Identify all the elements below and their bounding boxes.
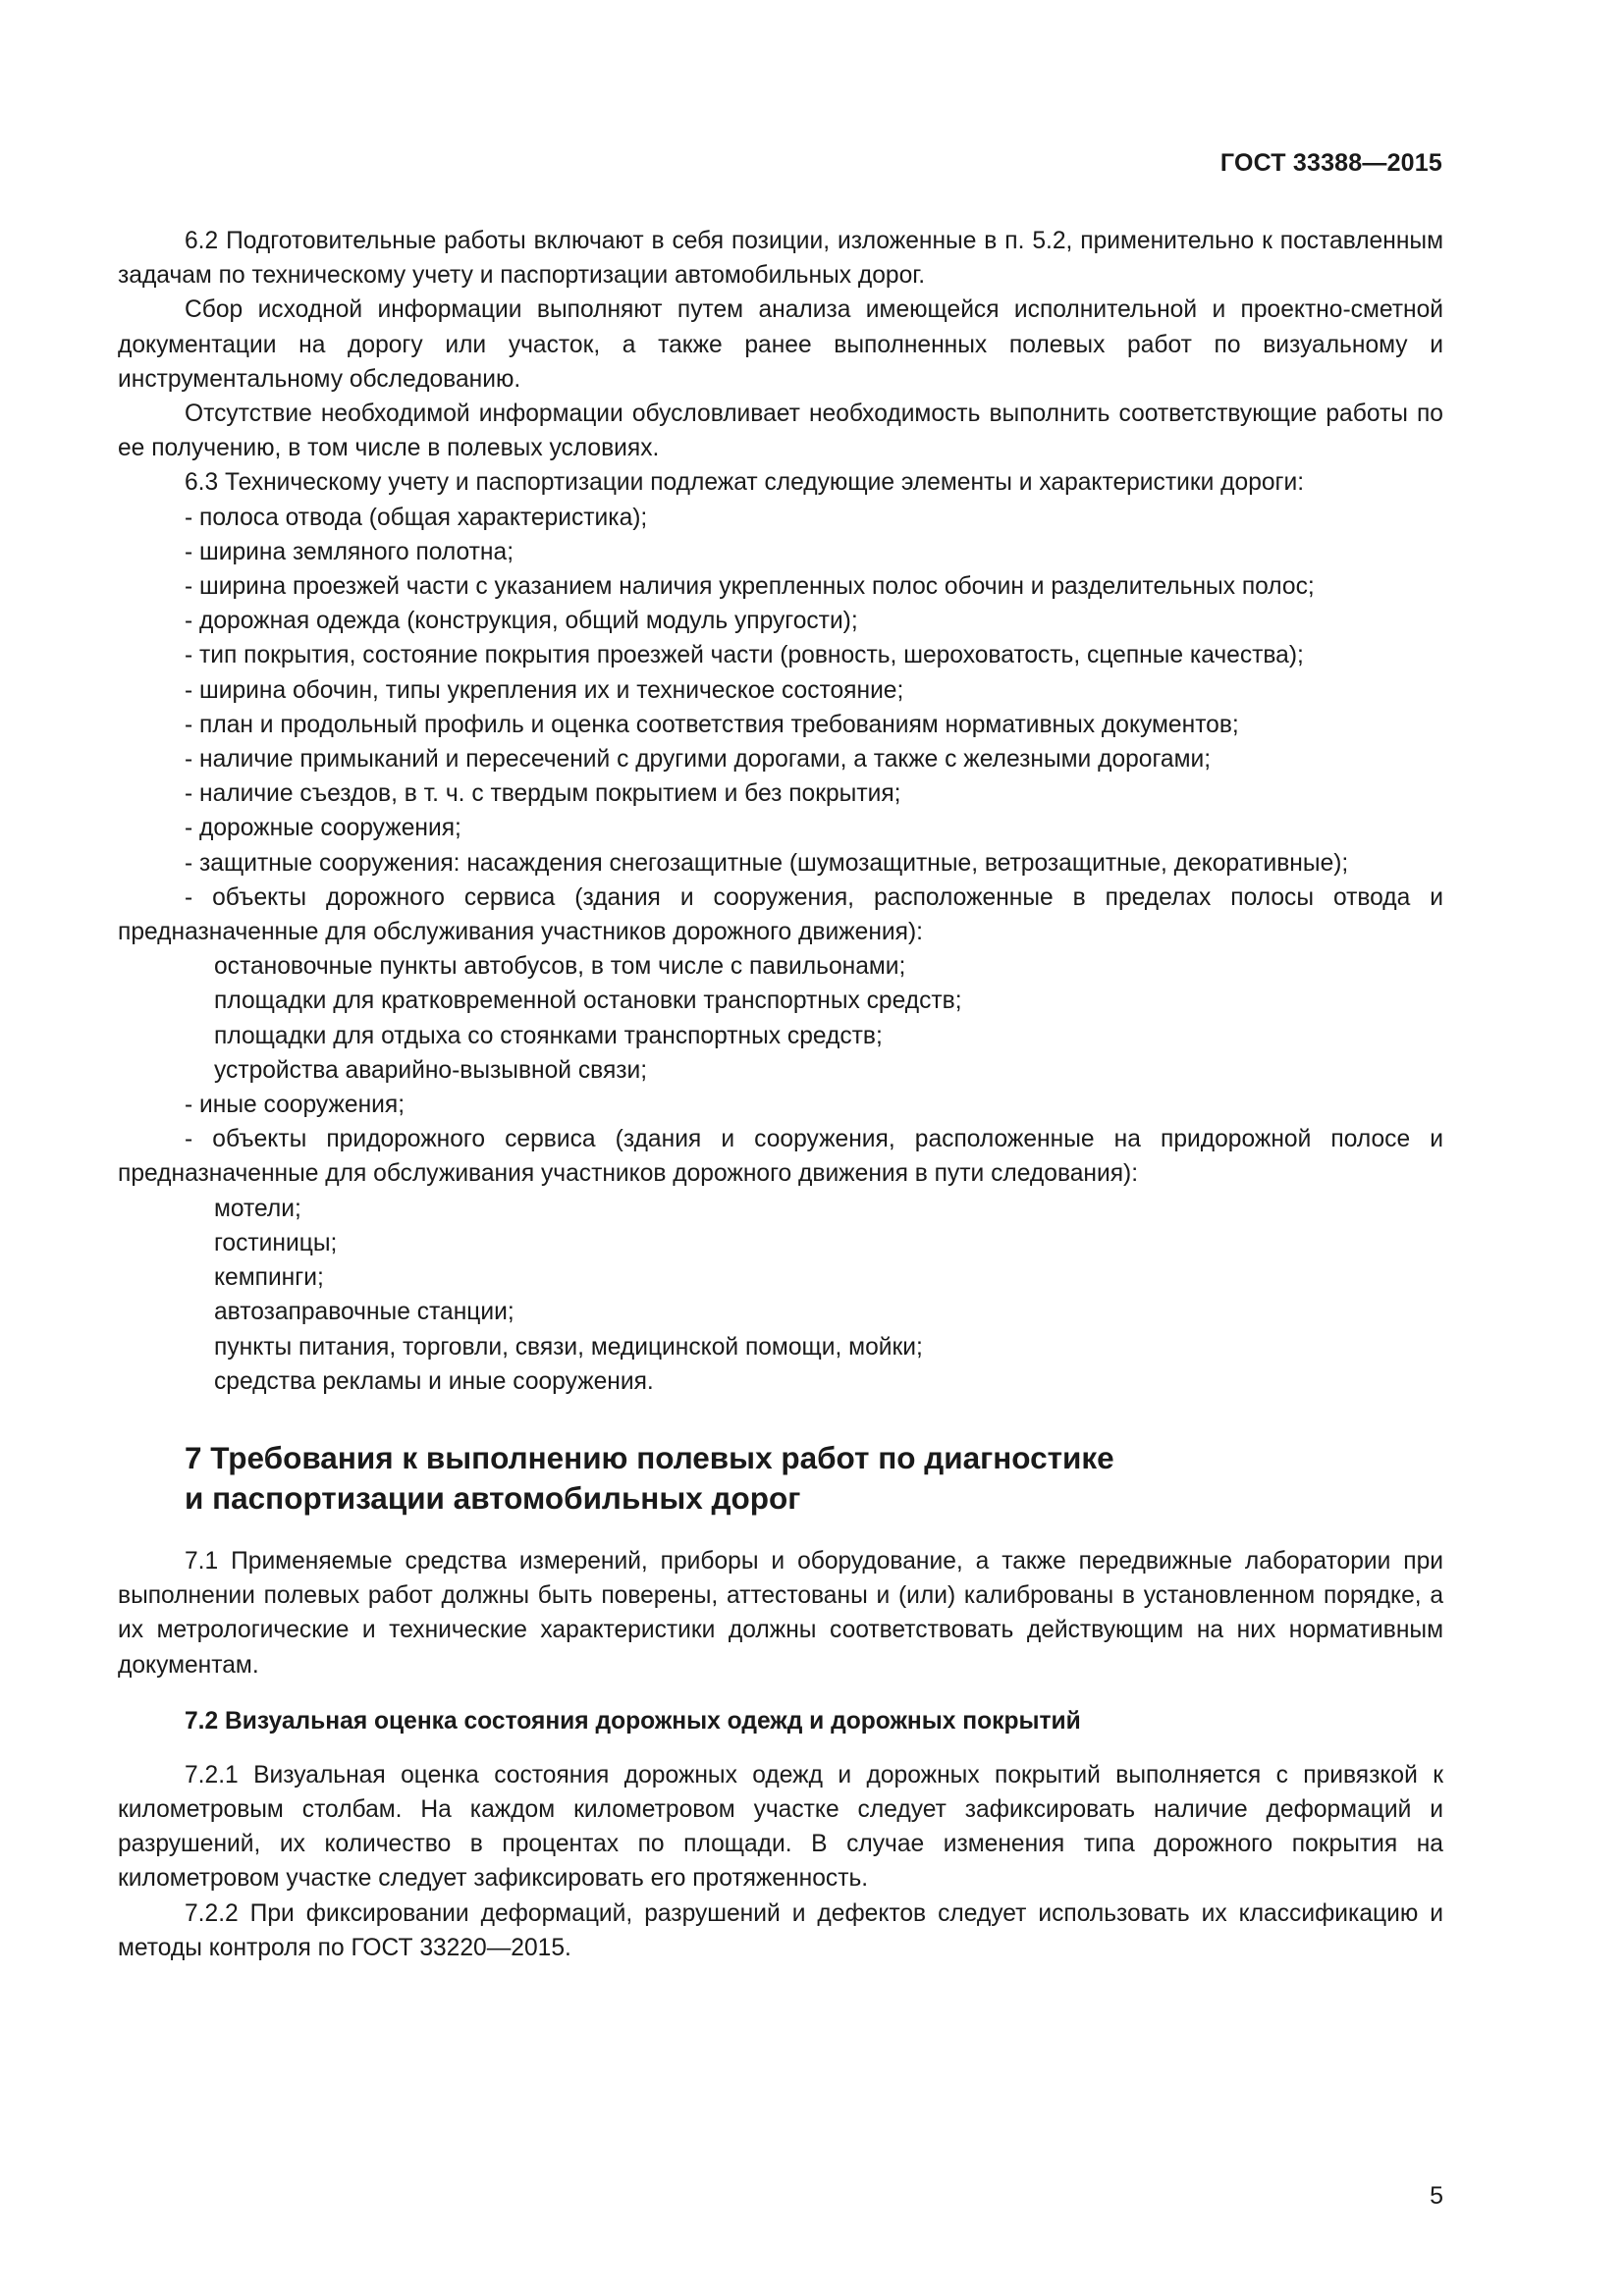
list-item: - объекты придорожного сервиса (здания и сооружения, расположенные на придорожной полосе и предназначенные для обслуживания участников дорожного движения в пути следования): [118, 1126, 1443, 1188]
list-item: - объекты дорожного сервиса (здания и сооружения, расположенные в пределах полосы отвода и предназначенные для обслуживания участников дорожного движения): [118, 883, 1443, 946]
paragraph-absence-info: Отсутствие необходимой информации обусловливает необходимость выполнить соответствующие работы по ее получению, в том числе в полевых условиях. [118, 400, 1443, 462]
list-item: - ширина земляного полотна; [185, 538, 514, 565]
paragraph-7-2-2: 7.2.2 При фиксировании деформаций, разрушений и дефектов следует использовать их классификацию и методы контроля по ГОСТ 33220—2015. [118, 1899, 1443, 1961]
list-item: - план и продольный профиль и оценка соответствия требованиям нормативных документов; [185, 711, 1239, 738]
list-item: - дорожная одежда (конструкция, общий модуль упругости); [185, 608, 858, 635]
list-item: - тип покрытия, состояние покрытия проезжей части (ровность, шероховатость, сцепные качества); [185, 642, 1304, 669]
paragraph-6-3: 6.3 Техническому учету и паспортизации подлежат следующие элементы и характеристики дороги: [185, 469, 1305, 497]
list-item: - ширина обочин, типы укрепления их и техническое состояние; [185, 676, 904, 704]
paragraph-7-2-1: 7.2.1 Визуальная оценка состояния дорожных одежд и дорожных покрытий выполняется с привязкой к километровым столбам. На каждом километровом участке следует зафиксировать наличие деформаций и разрушений, их количество в процентах по площади. В случае изменения типа дорожного покрытия на километровом участке следует зафиксировать его протяженность. [118, 1761, 1443, 1893]
page-body [118, 224, 1443, 1965]
sub-list-item: площадки для отдыха со стоянками транспортных средств; [214, 1022, 883, 1049]
subsection-7-2-heading: 7.2 Визуальная оценка состояния дорожных одежд и дорожных покрытий [185, 1707, 1081, 1735]
sub-list-item: пункты питания, торговли, связи, медицинской помощи, мойки; [214, 1333, 923, 1361]
sub-list-item: устройства аварийно-вызывной связи; [214, 1056, 648, 1084]
sub-list-item: средства рекламы и иные сооружения. [214, 1367, 654, 1395]
document-code-header: ГОСТ 33388—2015 [1219, 149, 1442, 177]
list-item: - наличие съездов, в т. ч. с твердым покрытием и без покрытия; [185, 780, 901, 808]
section-7-heading-line-2: и паспортизации автомобильных дорог [185, 1479, 801, 1516]
list-item: - иные сооружения; [185, 1092, 406, 1119]
list-item: - ширина проезжей части с указанием наличия укрепленных полос обочин и разделительных полос; [185, 573, 1315, 601]
page-number: 5 [1430, 2182, 1443, 2210]
list-item: - наличие примыканий и пересечений с другими дорогами, а также с железными дорогами; [185, 746, 1212, 774]
sub-list-item: площадки для кратковременной остановки транспортных средств; [214, 988, 962, 1015]
sub-list-item: мотели; [214, 1195, 301, 1222]
sub-list-item: гостиницы; [214, 1229, 338, 1256]
sub-list-item: остановочные пункты автобусов, в том числе с павильонами; [214, 953, 906, 981]
sub-list-item: автозаправочные станции; [214, 1299, 514, 1326]
paragraph-7-1: 7.1 Применяемые средства измерений, приборы и оборудование, а также передвижные лаборатории при выполнении полевых работ должны быть поверены, аттестованы и (или) калиброваны в установленном порядке, а их метрологические и технические характеристики должны соответствовать действующим на них нормативным документам. [118, 1547, 1443, 1679]
sub-list-item: кемпинги; [214, 1264, 324, 1292]
list-item: - полоса отвода (общая характеристика); [185, 504, 648, 531]
paragraph-6-2: 6.2 Подготовительные работы включают в себя позиции, изложенные в п. 5.2, применительно к поставленным задачам по техническому учету и паспортизации автомобильных дорог. [118, 228, 1443, 290]
section-7-heading-line-1: 7 Требования к выполнению полевых работ по диагностике [185, 1439, 1114, 1475]
list-item: - дорожные сооружения; [185, 815, 461, 842]
list-item: - защитные сооружения: насаждения снегозащитные (шумозащитные, ветрозащитные, декоративные); [185, 849, 1349, 877]
section-7-heading [118, 1438, 1443, 1519]
paragraph-collect-info: Сбор исходной информации выполняют путем анализа имеющейся исполнительной и проектно-сметной документации на дорогу или участок, а также ранее выполненных полевых работ по визуальному и инструментальному обследованию. [118, 296, 1443, 393]
